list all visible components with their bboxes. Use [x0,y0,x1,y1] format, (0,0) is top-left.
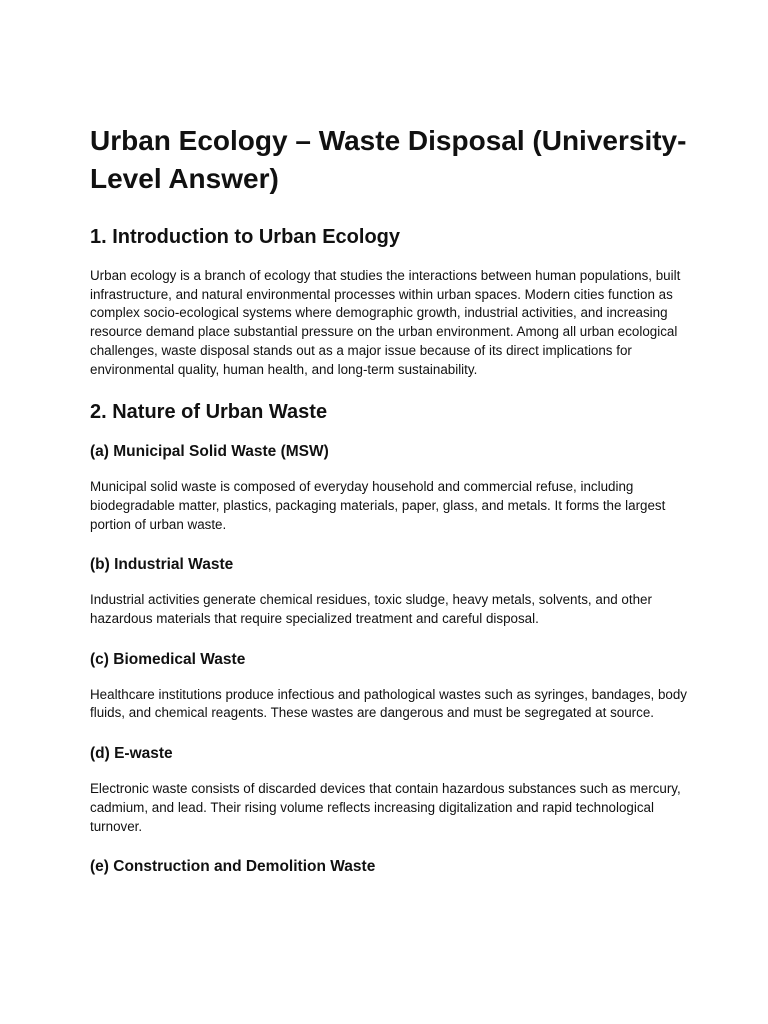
section-heading-introduction: 1. Introduction to Urban Ecology [90,226,400,248]
document-page [90,122,690,893]
subsection-paragraph-msw: Municipal solid waste is composed of everyday household and commercial refuse, including biodegradable matter, plastics, packaging materials, paper, glass, and metals. It forms the largest portion of urban waste. [90,479,666,532]
subsection-paragraph-industrial: Industrial activities generate chemical residues, toxic sludge, heavy metals, solvents, and other hazardous materials that require specialized treatment and careful disposal. [90,592,652,627]
section-paragraph-introduction: Urban ecology is a branch of ecology that studies the interactions between human populations, built infrastructure, and natural environmental processes within urban spaces. Modern cities function as complex socio-ecological systems where demographic growth, industrial activities, and increasing resource demand place substantial pressure on the urban environment. Among all urban ecological challenges, waste disposal stands out as a major issue because of its direct implications for environmental quality, human health, and long-term sustainability. [90,268,681,377]
section-heading-nature-of-waste: 2. Nature of Urban Waste [90,401,328,424]
subsection-heading-biomedical: (c) Biomedical Waste [90,650,246,668]
subsection-heading-ewaste: (d) E-waste [90,745,173,763]
subsection-heading-construction: (e) Construction and Demolition Waste [90,858,376,876]
subsection-heading-msw: (a) Municipal Solid Waste (MSW) [90,443,329,461]
subsection-paragraph-biomedical: Healthcare institutions produce infectious and pathological wastes such as syringes, bandages, body fluids, and chemical reagents. These wastes are dangerous and must be segregated at source. [90,686,687,721]
subsection-heading-industrial: (b) Industrial Waste [90,556,234,574]
subsection-paragraph-ewaste: Electronic waste consists of discarded devices that contain hazardous substances such as mercury, cadmium, and lead. Their rising volume reflects increasing digitalization and rapid technological turnover. [90,781,681,834]
document-title: Urban Ecology – Waste Disposal (University-Level Answer) [90,125,687,194]
